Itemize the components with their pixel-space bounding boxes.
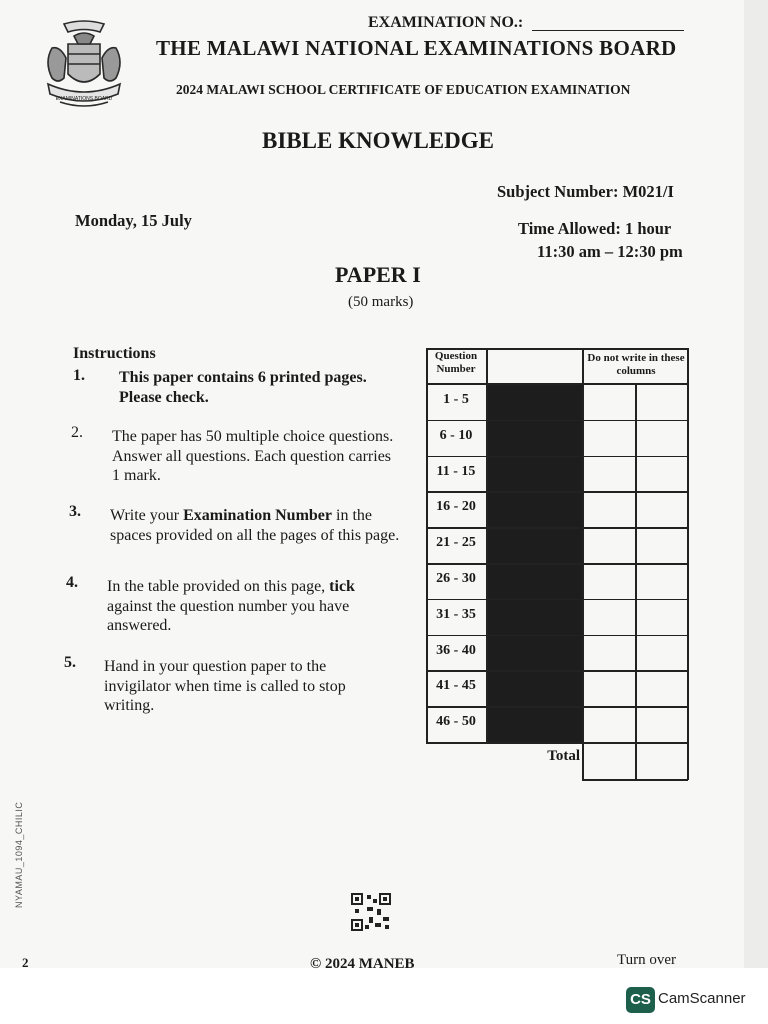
- turn-over-note: Turn over: [617, 952, 677, 968]
- camscanner-label: CamScanner: [658, 990, 746, 1007]
- question-range-label: 21 - 25: [436, 535, 476, 551]
- question-range-label: 41 - 45: [436, 678, 476, 694]
- instruction-number: 5.: [64, 654, 76, 671]
- instruction-number: 4.: [66, 574, 78, 591]
- coat-of-arms-icon: [38, 18, 130, 112]
- table-header-do-not-write: Do not write in these columns: [587, 352, 685, 377]
- instruction-text: This paper contains 6 printed pages. Please check.: [119, 369, 367, 406]
- instruction-text: The paper has 50 multiple choice questions. Answer all questions. Each question carries 1 mark.: [112, 428, 394, 484]
- table-row-divider: [426, 420, 688, 422]
- exam-number-blank[interactable]: [532, 30, 684, 31]
- question-range-label: 31 - 35: [436, 606, 476, 622]
- table-row-divider: [426, 599, 688, 601]
- table-row-divider: [426, 706, 688, 708]
- table-row-divider: [426, 527, 688, 529]
- camscanner-logo-icon: CS: [626, 987, 655, 1013]
- copyright: © 2024 MANEB: [310, 956, 415, 972]
- instruction-text: Hand in your question paper to the invigilator when time is called to stop writing.: [104, 658, 346, 714]
- exam-date: Monday, 15 July: [75, 211, 192, 230]
- tick-box[interactable]: [584, 385, 634, 419]
- total-box[interactable]: [584, 744, 686, 778]
- question-range-label: 16 - 20: [436, 499, 476, 515]
- subject-number: Subject Number: M021/I: [497, 182, 674, 201]
- time-range: 11:30 am – 12:30 pm: [537, 242, 683, 261]
- table-row-divider: [426, 491, 688, 493]
- instruction-number: 1.: [73, 367, 85, 384]
- instruction-number: 3.: [69, 503, 81, 520]
- exam-number-label: EXAMINATION NO.:: [368, 14, 524, 31]
- svg-text:EXAMINATIONS BOARD: EXAMINATIONS BOARD: [55, 96, 113, 102]
- time-allowed: Time Allowed: 1 hour: [518, 219, 672, 238]
- instructions-heading: Instructions: [73, 345, 156, 362]
- board-title: THE MALAWI NATIONAL EXAMINATIONS BOARD: [156, 36, 677, 60]
- instruction-number: 2.: [71, 424, 83, 441]
- table-row-divider: [426, 670, 688, 672]
- question-range-label: 6 - 10: [439, 427, 473, 443]
- qr-code-icon: [351, 893, 391, 931]
- table-row-divider: [426, 635, 688, 637]
- question-range-label: 36 - 40: [436, 642, 476, 658]
- instruction-text: In the table provided on this page, tick against the question number you have answered.: [107, 578, 355, 634]
- paper-title: PAPER I: [335, 262, 421, 287]
- side-watermark: NYAMAU_1094_CHILIC: [14, 801, 24, 908]
- total-marks: (50 marks): [348, 294, 414, 310]
- question-range-label: 46 - 50: [436, 714, 476, 730]
- exam-title: 2024 MALAWI SCHOOL CERTIFICATE OF EDUCATION EXAMINATION: [176, 82, 631, 97]
- subject-title: BIBLE KNOWLEDGE: [262, 128, 494, 153]
- question-tick-table: [426, 348, 688, 780]
- scan-edge: [744, 0, 768, 968]
- instruction-text: Write your Examination Number in the spaces provided on all the pages of this page.: [110, 507, 400, 544]
- page-number: 2: [22, 955, 29, 970]
- question-range-label: 11 - 15: [436, 463, 476, 479]
- table-row-divider: [426, 563, 688, 565]
- question-range-label: 26 - 30: [436, 571, 476, 586]
- table-header-question: Question Number: [434, 350, 478, 375]
- total-label: Total: [547, 748, 580, 764]
- table-row-divider: [426, 456, 688, 458]
- question-range-label: 1 - 5: [443, 392, 469, 407]
